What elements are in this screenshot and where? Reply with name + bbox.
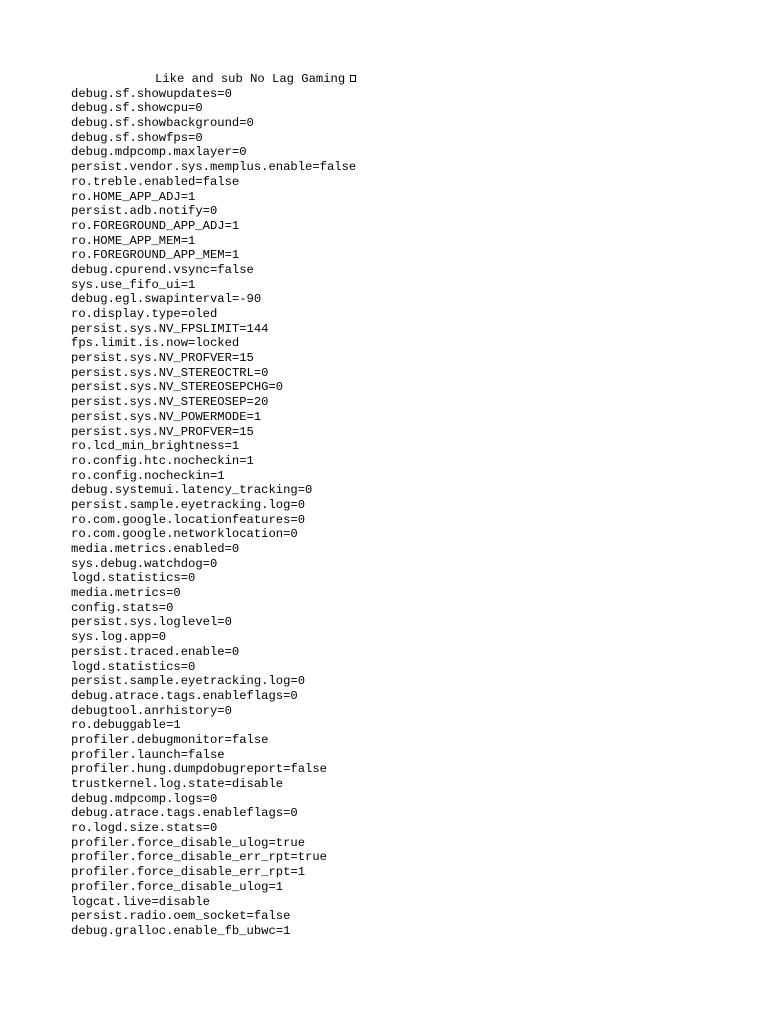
property-line: debug.systemui.latency_tracking=0 bbox=[71, 483, 313, 498]
property-line: debug.sf.showcpu=0 bbox=[71, 101, 203, 116]
property-line: fps.limit.is.now=locked bbox=[71, 336, 240, 351]
property-line: persist.traced.enable=0 bbox=[71, 644, 240, 659]
property-list bbox=[71, 87, 356, 939]
property-line: debug.egl.swapinterval=-90 bbox=[71, 292, 262, 307]
property-line: debug.sf.showupdates=0 bbox=[71, 86, 232, 101]
property-line: debug.atrace.tags.enableflags=0 bbox=[71, 688, 298, 703]
property-line: sys.log.app=0 bbox=[71, 630, 167, 645]
property-line: ro.config.htc.nocheckin=1 bbox=[71, 453, 254, 468]
property-line: logd.statistics=0 bbox=[71, 659, 196, 674]
property-line: debug.sf.showbackground=0 bbox=[71, 116, 254, 131]
property-line: sys.use_fifo_ui=1 bbox=[71, 277, 196, 292]
property-line: ro.com.google.networklocation=0 bbox=[71, 527, 298, 542]
property-line: config.stats=0 bbox=[71, 600, 174, 615]
property-line: profiler.force_disable_err_rpt=1 bbox=[71, 865, 306, 880]
property-line: debug.atrace.tags.enableflags=0 bbox=[71, 806, 298, 821]
property-line: ro.lcd_min_brightness=1 bbox=[71, 439, 240, 454]
document-title: Like and sub No Lag Gaming bbox=[155, 72, 346, 86]
property-line: ro.config.nocheckin=1 bbox=[71, 468, 225, 483]
property-line: ro.treble.enabled=false bbox=[71, 174, 240, 189]
property-line: debug.mdpcomp.logs=0 bbox=[71, 791, 218, 806]
property-line: trustkernel.log.state=disable bbox=[71, 777, 284, 791]
property-line: debugtool.anrhistory=0 bbox=[71, 703, 232, 718]
property-line: persist.sys.NV_FPSLIMIT=144 bbox=[71, 321, 269, 336]
property-line: persist.vendor.sys.memplus.enable=false bbox=[71, 160, 357, 175]
property-line: persist.sys.NV_PROFVER=15 bbox=[71, 424, 254, 439]
property-line: ro.display.type=oled bbox=[71, 307, 218, 321]
property-line: profiler.force_disable_ulog=1 bbox=[71, 879, 284, 894]
property-line: profiler.hung.dumpdobugreport=false bbox=[71, 762, 327, 777]
property-line: persist.sample.eyetracking.log=0 bbox=[71, 674, 306, 689]
property-line: persist.radio.oem_socket=false bbox=[71, 909, 291, 924]
property-line: debug.sf.showfps=0 bbox=[71, 130, 203, 145]
property-line: debug.mdpcomp.maxlayer=0 bbox=[71, 145, 247, 160]
property-line: logd.statistics=0 bbox=[71, 571, 196, 586]
property-line: media.metrics=0 bbox=[71, 586, 181, 601]
property-line: sys.debug.watchdog=0 bbox=[71, 556, 218, 571]
property-line: debug.cpurend.vsync=false bbox=[71, 262, 254, 277]
property-line: ro.logd.size.stats=0 bbox=[71, 821, 218, 836]
property-line: profiler.launch=false bbox=[71, 747, 225, 762]
property-line: ro.com.google.locationfeatures=0 bbox=[71, 512, 306, 527]
property-line: persist.sys.NV_STEREOCTRL=0 bbox=[71, 365, 269, 380]
property-line: persist.sys.NV_STEREOSEP=20 bbox=[71, 395, 269, 410]
property-line: persist.sys.loglevel=0 bbox=[71, 615, 232, 630]
property-line: ro.FOREGROUND_APP_ADJ=1 bbox=[71, 218, 240, 233]
property-line: persist.sys.NV_STEREOSEPCHG=0 bbox=[71, 380, 284, 395]
property-line: persist.adb.notify=0 bbox=[71, 204, 218, 219]
document-body bbox=[71, 72, 356, 939]
property-line: debug.gralloc.enable_fb_ubwc=1 bbox=[71, 923, 291, 938]
property-line: profiler.force_disable_ulog=true bbox=[71, 835, 306, 850]
property-line: profiler.force_disable_err_rpt=true bbox=[71, 850, 327, 865]
property-line: ro.HOME_APP_MEM=1 bbox=[71, 233, 196, 248]
property-line: ro.FOREGROUND_APP_MEM=1 bbox=[71, 248, 240, 263]
document-title-line bbox=[71, 72, 356, 87]
property-line: media.metrics.enabled=0 bbox=[71, 542, 240, 556]
property-line: persist.sys.NV_PROFVER=15 bbox=[71, 351, 254, 366]
property-line: profiler.debugmonitor=false bbox=[71, 732, 269, 747]
property-line: persist.sys.NV_POWERMODE=1 bbox=[71, 409, 262, 424]
missing-glyph-icon bbox=[350, 75, 356, 82]
property-line: ro.HOME_APP_ADJ=1 bbox=[71, 189, 196, 204]
property-line: persist.sample.eyetracking.log=0 bbox=[71, 497, 306, 512]
property-line: ro.debuggable=1 bbox=[71, 718, 181, 733]
property-line: logcat.live=disable bbox=[71, 894, 210, 909]
